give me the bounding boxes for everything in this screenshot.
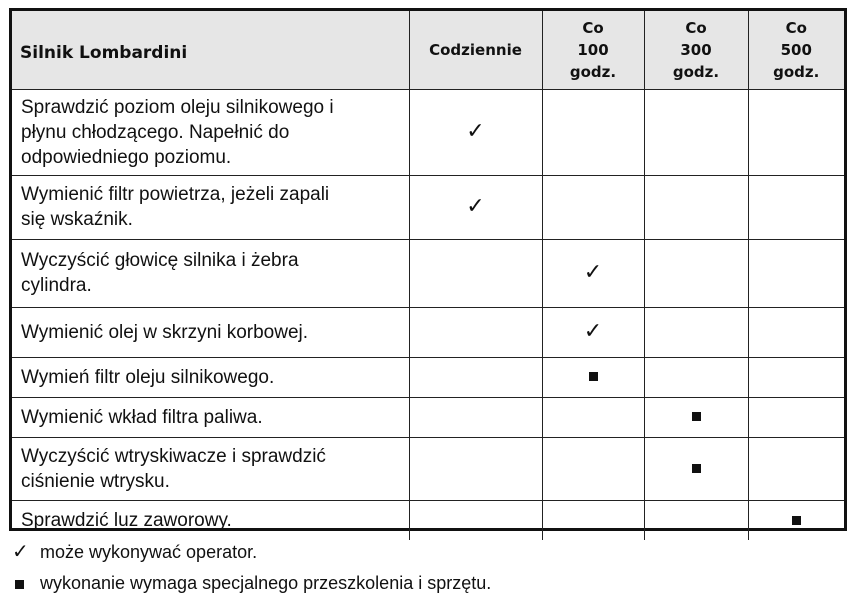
table-row <box>12 357 844 397</box>
square-icon <box>692 464 701 473</box>
interval-cell-h300 <box>644 500 748 540</box>
interval-cell-h300 <box>644 89 748 175</box>
interval-cell-h100 <box>542 307 644 357</box>
interval-cell-daily <box>409 500 542 540</box>
interval-100-line-1: Co <box>582 18 604 37</box>
task-description <box>12 239 409 307</box>
interval-100-line-2: 100 <box>577 40 609 59</box>
task-line: się wskaźnik. <box>21 209 133 230</box>
engine-header: Silnik Lombardini <box>12 11 409 89</box>
task-line: Wyczyścić wtryskiwacze i sprawdzić <box>21 445 326 467</box>
task-line: Wymień filtr oleju silnikowego. <box>21 366 275 388</box>
daily-header: Codziennie <box>409 11 542 89</box>
task-line: płynu chłodzącego. Napełnić do <box>21 121 290 143</box>
interval-cell-h300 <box>644 239 748 307</box>
table-row <box>12 307 844 357</box>
legend-item <box>12 540 257 563</box>
check-icon: ✓ <box>12 539 29 563</box>
interval-500-line-3: godz. <box>773 62 820 81</box>
task-line: cylindra. <box>21 275 92 296</box>
interval-cell-daily <box>409 307 542 357</box>
check-icon: ✓ <box>466 194 485 219</box>
interval-cell-h500 <box>748 397 844 437</box>
table-row <box>12 175 844 239</box>
task-rows <box>12 89 844 540</box>
task-description <box>12 437 409 500</box>
interval-cell-h100 <box>542 175 644 239</box>
legend-text: wykonanie wymaga specjalnego przeszkolenia i sprzętu. <box>40 573 492 593</box>
interval-cell-h500 <box>748 175 844 239</box>
task-line: Wymienić wkład filtra paliwa. <box>21 406 263 428</box>
interval-cell-h500 <box>748 437 844 500</box>
check-icon: ✓ <box>466 119 485 144</box>
square-icon <box>15 580 24 589</box>
interval-cell-h300 <box>644 175 748 239</box>
interval-cell-daily <box>409 175 542 239</box>
interval-cell-h100 <box>542 89 644 175</box>
interval-cell-daily <box>409 437 542 500</box>
task-description <box>12 397 409 437</box>
interval-cell-h500 <box>748 307 844 357</box>
table-row <box>12 437 844 500</box>
interval-cell-daily <box>409 397 542 437</box>
interval-500-header <box>748 11 844 89</box>
task-description <box>12 89 409 175</box>
interval-cell-h100 <box>542 500 644 540</box>
interval-cell-h100 <box>542 239 644 307</box>
check-icon: ✓ <box>583 319 603 344</box>
maintenance-schedule-table <box>9 8 847 531</box>
interval-100-header <box>542 11 644 89</box>
table-row <box>12 397 844 437</box>
square-icon <box>692 412 701 421</box>
interval-cell-daily <box>409 239 542 307</box>
legend-text: może wykonywać operator. <box>40 542 258 562</box>
task-line: Sprawdzić poziom oleju silnikowego i <box>21 96 334 118</box>
interval-cell-h300 <box>644 357 748 397</box>
task-line: odpowiedniego poziomu. <box>21 146 232 168</box>
interval-cell-h500 <box>748 89 844 175</box>
interval-cell-h500 <box>748 357 844 397</box>
legend-item <box>12 572 491 594</box>
legend-symbol <box>12 540 40 563</box>
interval-cell-h500 <box>748 239 844 307</box>
legend-symbol <box>12 572 40 594</box>
interval-300-line-3: godz. <box>672 62 720 81</box>
interval-100-line-3: godz. <box>569 62 617 81</box>
interval-cell-daily <box>409 357 542 397</box>
interval-300-line-1: Co <box>685 18 707 37</box>
interval-cell-h100 <box>542 437 644 500</box>
task-description <box>12 307 409 357</box>
interval-cell-h100 <box>542 357 644 397</box>
square-icon <box>589 372 598 381</box>
check-icon: ✓ <box>583 260 603 285</box>
interval-cell-h300 <box>644 437 748 500</box>
table-row <box>12 239 844 307</box>
task-description <box>12 175 409 239</box>
interval-cell-h300 <box>644 307 748 357</box>
interval-300-line-2: 300 <box>680 40 712 59</box>
header-row <box>12 11 844 89</box>
interval-500-line-1: Co <box>785 18 807 37</box>
task-description <box>12 500 409 540</box>
interval-cell-h500 <box>748 500 844 540</box>
task-line: Sprawdzić luz zaworowy. <box>21 509 232 531</box>
interval-500-line-2: 500 <box>780 40 812 59</box>
table-row <box>12 89 844 175</box>
task-line: Wymienić filtr powietrza, jeżeli zapali <box>21 184 330 205</box>
interval-cell-h100 <box>542 397 644 437</box>
table-row <box>12 500 844 540</box>
task-line: Wymienić olej w skrzyni korbowej. <box>21 321 309 343</box>
interval-300-header <box>644 11 748 89</box>
interval-cell-daily <box>409 89 542 175</box>
square-icon <box>792 516 801 525</box>
task-line: Wyczyścić głowicę silnika i żebra <box>21 250 299 271</box>
task-line: ciśnienie wtrysku. <box>21 470 170 492</box>
task-description <box>12 357 409 397</box>
interval-cell-h300 <box>644 397 748 437</box>
